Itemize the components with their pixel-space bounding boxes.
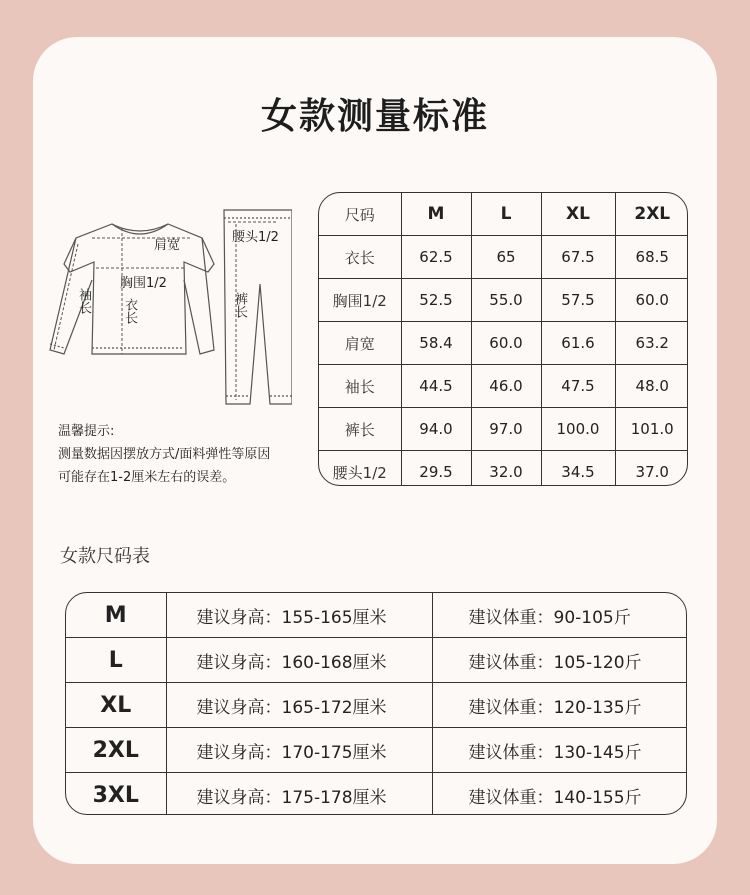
size-table [65,592,687,815]
table-row [66,728,687,773]
table-cell: 63.2 [615,322,688,365]
table-cell: 57.5 [541,279,615,322]
weight-cell: 建议体重：130-145斤 [432,728,687,773]
table-cell: 58.4 [401,322,471,365]
table-cell: 60.0 [471,322,541,365]
table-row [66,638,687,683]
size-section-title: 女款尺码表 [60,546,150,567]
height-cell: 建议身高：160-168厘米 [166,638,432,683]
table-cell: 65 [471,236,541,279]
pants-length-label: 裤长 [232,292,247,318]
table-row [66,593,687,638]
measurement-table [318,192,688,486]
size-cell: 2XL [66,728,166,773]
header-cell: 2XL [615,193,688,236]
height-cell: 建议身高：165-172厘米 [166,683,432,728]
waist-label: 腰头1/2 [232,230,279,245]
table-row [319,322,688,365]
size-cell: 3XL [66,773,166,816]
table-cell: 97.0 [471,408,541,451]
table-cell: 47.5 [541,365,615,408]
row-label: 肩宽 [319,322,401,365]
tips-line: 测量数据因摆放方式/面料弹性等原因 [58,447,271,462]
height-cell: 建议身高：170-175厘米 [166,728,432,773]
page-title: 女款测量标准 [260,96,489,137]
table-cell: 46.0 [471,365,541,408]
tips [58,420,270,489]
chest-label: 胸围1/2 [120,276,167,291]
row-label: 腰头1/2 [319,451,401,487]
table-cell: 61.6 [541,322,615,365]
table-row [66,683,687,728]
size-cell: XL [66,683,166,728]
header-cell: 尺码 [319,193,401,236]
row-label: 胸围1/2 [319,279,401,322]
tips-line: 可能存在1-2厘米左右的误差。 [58,470,236,485]
weight-cell: 建议体重：105-120斤 [432,638,687,683]
size-cell: M [66,593,166,638]
table-cell: 34.5 [541,451,615,487]
tips-heading: 温馨提示: [58,424,115,439]
table-row [319,451,688,487]
table-cell: 94.0 [401,408,471,451]
row-label: 衣长 [319,236,401,279]
height-cell: 建议身高：155-165厘米 [166,593,432,638]
table-row [319,236,688,279]
table-header-row [319,193,688,236]
height-cell: 建议身高：175-178厘米 [166,773,432,816]
table-cell: 60.0 [615,279,688,322]
table-cell: 52.5 [401,279,471,322]
table-cell: 62.5 [401,236,471,279]
table-cell: 32.0 [471,451,541,487]
header-cell: M [401,193,471,236]
row-label: 袖长 [319,365,401,408]
header-cell: XL [541,193,615,236]
table-cell: 55.0 [471,279,541,322]
table-cell: 37.0 [635,463,669,481]
body-length-label: 衣长 [122,298,137,324]
weight-cell: 建议体重：140-155斤 [468,787,642,808]
table-row [319,279,688,322]
weight-cell: 建议体重：120-135斤 [432,683,687,728]
table-cell: 29.5 [401,451,471,487]
table-row [66,773,687,816]
sleeve-label: 袖长 [76,288,91,314]
table-cell: 44.5 [401,365,471,408]
table-cell: 67.5 [541,236,615,279]
row-label: 裤长 [319,408,401,451]
header-cell: L [471,193,541,236]
measurement-diagram [42,204,292,410]
table-row [319,365,688,408]
shoulder-label: 肩宽 [154,238,181,253]
size-cell: L [66,638,166,683]
table-cell: 100.0 [541,408,615,451]
table-cell: 48.0 [615,365,688,408]
weight-cell: 建议体重：90-105斤 [432,593,687,638]
table-cell: 101.0 [615,408,688,451]
table-cell: 68.5 [615,236,688,279]
table-row [319,408,688,451]
